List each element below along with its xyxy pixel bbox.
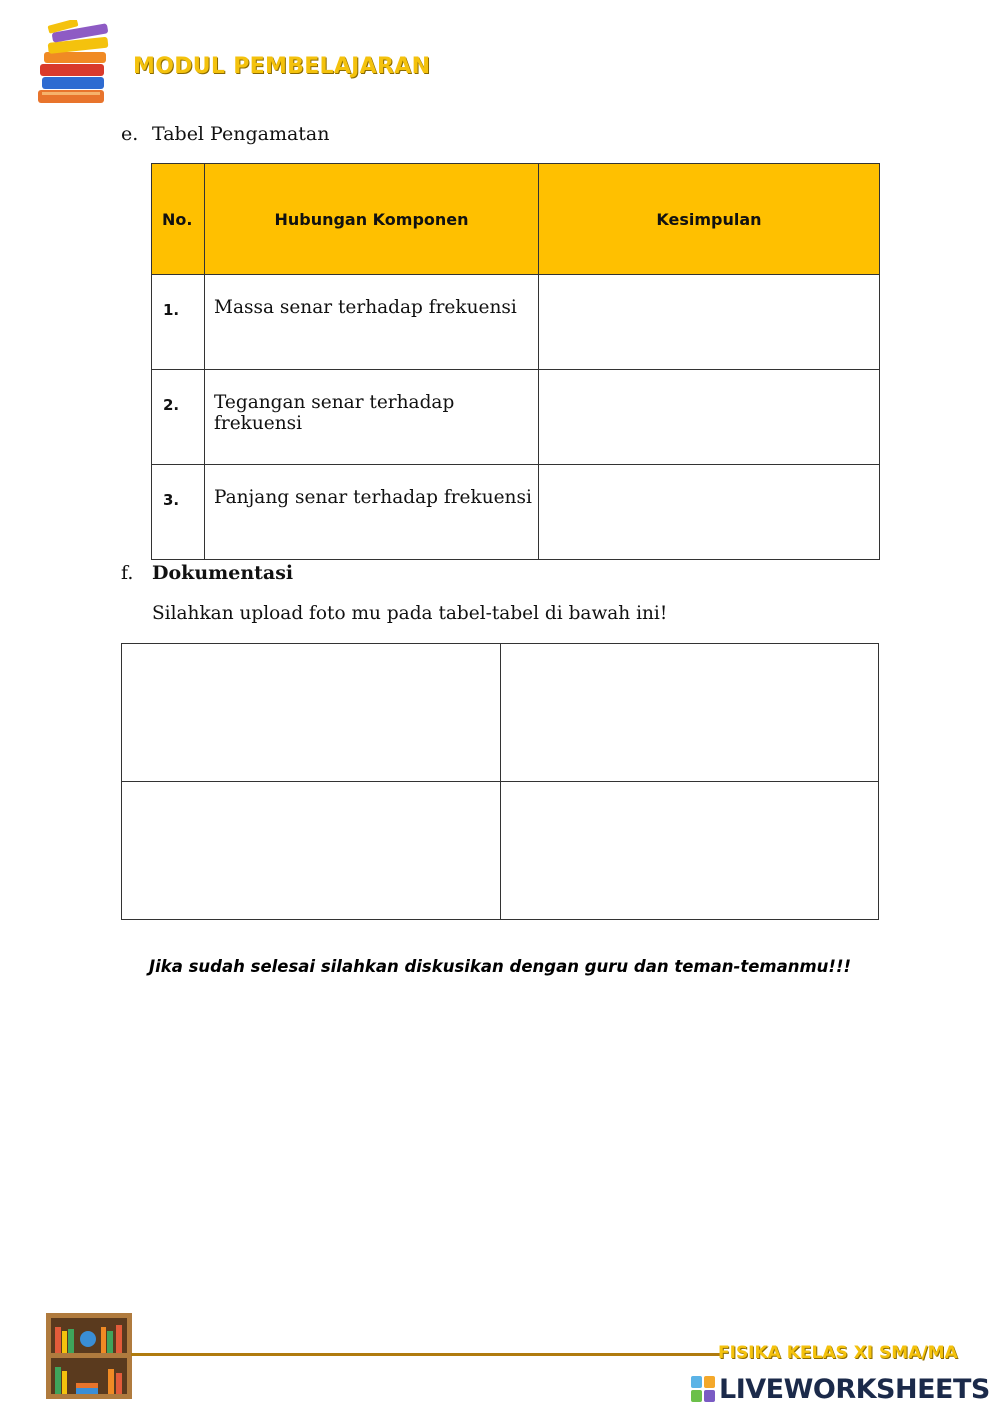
liveworksheets-logo-icon [691, 1376, 715, 1402]
module-title: MODUL PEMBELAJARAN [133, 54, 431, 79]
book-stack-icon [36, 20, 116, 106]
section-e-title: Tabel Pengamatan [152, 123, 330, 145]
closing-note: Jika sudah selesai silahkan diskusikan dengan guru dan teman-temanmu!!! [148, 957, 852, 976]
row-number: 2. [152, 370, 205, 465]
footer-subject: FISIKA KELAS XI SMA/MA [718, 1343, 958, 1363]
photo-upload-grid [121, 643, 879, 920]
table-row [152, 370, 880, 465]
row-number: 3. [152, 465, 205, 560]
table-row [152, 465, 880, 560]
observation-table [151, 163, 880, 560]
photo-upload-slot-3[interactable] [122, 782, 501, 920]
photo-upload-slot-1[interactable] [122, 644, 501, 782]
liveworksheets-brand[interactable] [691, 1371, 990, 1407]
conclusion-input-1[interactable] [539, 275, 880, 370]
observation-table-header [152, 164, 880, 275]
bookshelf-icon [46, 1313, 132, 1399]
liveworksheets-wordmark: LIVEWORKSHEETS [719, 1373, 990, 1405]
row-relation: Panjang senar terhadap frekuensi [205, 465, 539, 560]
table-row [152, 275, 880, 370]
row-relation: Massa senar terhadap frekuensi [205, 275, 539, 370]
section-f-title: Dokumentasi [152, 562, 294, 584]
header-no: No. [152, 164, 205, 275]
row-relation: Tegangan senar terhadap frekuensi [205, 370, 539, 465]
photo-upload-slot-2[interactable] [500, 644, 879, 782]
photo-upload-slot-4[interactable] [500, 782, 879, 920]
header-relation: Hubungan Komponen [205, 164, 539, 275]
section-f-letter: f. [121, 562, 134, 584]
header-conclusion: Kesimpulan [539, 164, 880, 275]
documentation-instruction: Silahkan upload foto mu pada tabel-tabel di bawah ini! [152, 603, 668, 624]
row-number: 1. [152, 275, 205, 370]
section-e-letter: e. [121, 123, 139, 145]
conclusion-input-3[interactable] [539, 465, 880, 560]
footer-divider [131, 1353, 721, 1356]
conclusion-input-2[interactable] [539, 370, 880, 465]
